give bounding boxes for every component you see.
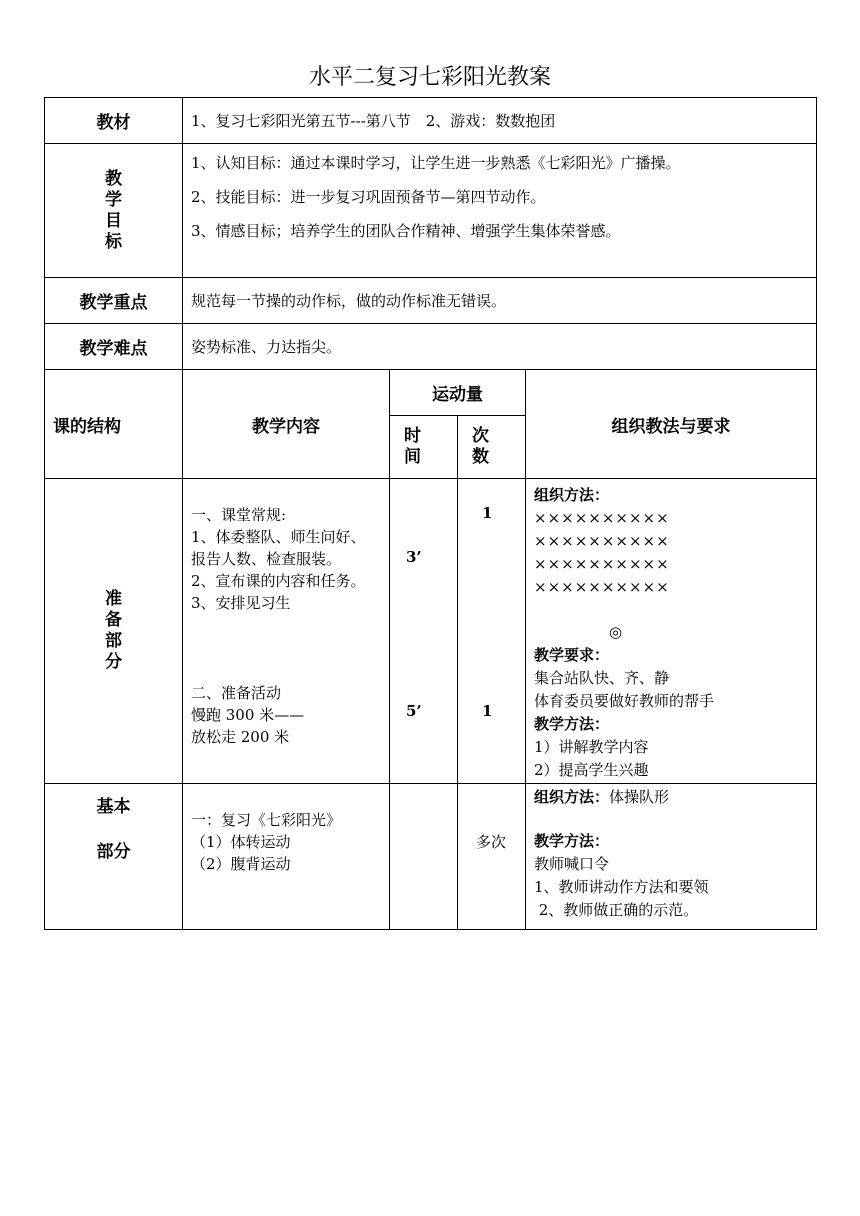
- prep-time-2: 5’: [406, 702, 422, 720]
- basic-method-line: 1、教师讲动作方法和要领: [534, 878, 709, 896]
- teacher-position-icon: ◎: [609, 623, 623, 641]
- header-structure: 课的结构: [45, 370, 183, 479]
- objectives-label-char: 学: [105, 189, 122, 210]
- basic-content-line: （1）体转运动: [191, 833, 291, 851]
- objective-item: 1、认知目标：通过本课时学习，让学生进一步熟悉《七彩阳光》广播操。: [191, 154, 681, 172]
- objectives-label-char: 标: [105, 231, 122, 252]
- page-title: 水平二复习七彩阳光教案: [308, 65, 551, 90]
- header-count-char: 次: [472, 426, 489, 446]
- prep-content-line: 2、宣布课的内容和任务。: [191, 572, 366, 590]
- lesson-plan-table: [44, 97, 817, 930]
- prep-content-line: 1、体委整队、师生问好、: [191, 528, 366, 546]
- basic-org-value: 体操队形: [609, 788, 670, 806]
- difficulty-label: 教学难点: [45, 324, 183, 370]
- material-content: 1、复习七彩阳光第五节---第八节 2、游戏：数数抱团: [183, 98, 817, 144]
- row-header-top: [45, 370, 817, 416]
- header-amount: 运动量: [390, 370, 526, 416]
- formation-row: ××××××××××: [534, 509, 670, 527]
- prep-method-line: 2）提高学生兴趣: [534, 761, 649, 779]
- difficulty-content: 姿势标准、力达指尖。: [183, 324, 817, 370]
- prep-label-char: 部: [105, 631, 122, 651]
- row-material: [45, 98, 817, 144]
- header-time: [390, 416, 458, 479]
- header-content: 教学内容: [183, 370, 390, 479]
- basic-time: [390, 784, 458, 930]
- prep-org-title: 组织方法：: [534, 486, 610, 504]
- prep-method-line: 1）讲解教学内容: [534, 738, 649, 756]
- prep-count-1: 1: [482, 504, 493, 522]
- objectives-content: [183, 144, 817, 278]
- prep-req-line: 体育委员要做好教师的帮手: [534, 692, 715, 710]
- basic-org-title: 组织方法：: [534, 788, 610, 806]
- basic-label-top: 基本: [96, 797, 131, 817]
- basic-label: [45, 784, 183, 930]
- formation-row: ××××××××××: [534, 578, 670, 596]
- key-points-label: 教学重点: [45, 278, 183, 324]
- objective-item: 3、情感目标；培养学生的团队合作精神、增强学生集体荣誉感。: [191, 222, 621, 240]
- basic-content: [183, 784, 390, 930]
- header-count: [458, 416, 526, 479]
- prep-label: [45, 479, 183, 784]
- prep-content-line: 一、课堂常规:: [191, 506, 287, 524]
- prep-content-line: 二、准备活动: [191, 684, 282, 702]
- row-key-points: [45, 278, 817, 324]
- prep-method: [526, 479, 817, 784]
- basic-method-title: 教学方法：: [534, 832, 610, 850]
- prep-count: [458, 479, 526, 784]
- header-method: 组织教法与要求: [526, 370, 817, 479]
- prep-label-char: 分: [105, 652, 122, 672]
- basic-method-line: 教师喊口令: [534, 855, 610, 873]
- prep-req-line: 集合站队快、齐、静: [534, 669, 670, 687]
- prep-content-line: 报告人数、检查服装。: [191, 550, 342, 568]
- prep-time: [390, 479, 458, 784]
- prep-req-title: 教学要求：: [534, 646, 610, 664]
- row-prep: [45, 479, 817, 784]
- basic-content-line: 一：复习《七彩阳光》: [191, 811, 342, 829]
- prep-count-2: 1: [482, 702, 493, 720]
- row-difficulty: [45, 324, 817, 370]
- material-label: 教材: [45, 98, 183, 144]
- prep-label-char: 备: [105, 610, 122, 630]
- prep-label-char: 准: [105, 589, 122, 609]
- prep-content: [183, 479, 390, 784]
- prep-content-line: 放松走 200 米: [191, 728, 290, 746]
- basic-content-line: （2）腹背运动: [191, 855, 291, 873]
- objectives-label-char: 教: [105, 168, 122, 189]
- header-time-char: 时: [404, 426, 421, 446]
- prep-method-title: 教学方法：: [534, 715, 610, 733]
- header-count-char: 数: [472, 447, 489, 467]
- formation-row: ××××××××××: [534, 532, 670, 550]
- objectives-label-char: 目: [105, 210, 122, 231]
- basic-method: [526, 784, 817, 930]
- objective-item: 2、技能目标：进一步复习巩固预备节—第四节动作。: [191, 188, 546, 206]
- header-time-char: 间: [404, 447, 421, 467]
- formation-row: ××××××××××: [534, 555, 670, 573]
- row-objectives: [45, 144, 817, 278]
- basic-label-bottom: 部分: [96, 842, 131, 862]
- basic-method-line: 2、教师做正确的示范。: [534, 901, 699, 919]
- prep-content-line: 3、安排见习生: [191, 594, 291, 612]
- objectives-label: [45, 144, 183, 278]
- row-basic: [45, 784, 817, 930]
- key-points-content: 规范每一节操的动作标，做的动作标准无错误。: [183, 278, 817, 324]
- basic-count: 多次: [458, 784, 526, 930]
- prep-time-1: 3’: [406, 548, 422, 566]
- prep-content-line: 慢跑 300 米——: [191, 706, 305, 724]
